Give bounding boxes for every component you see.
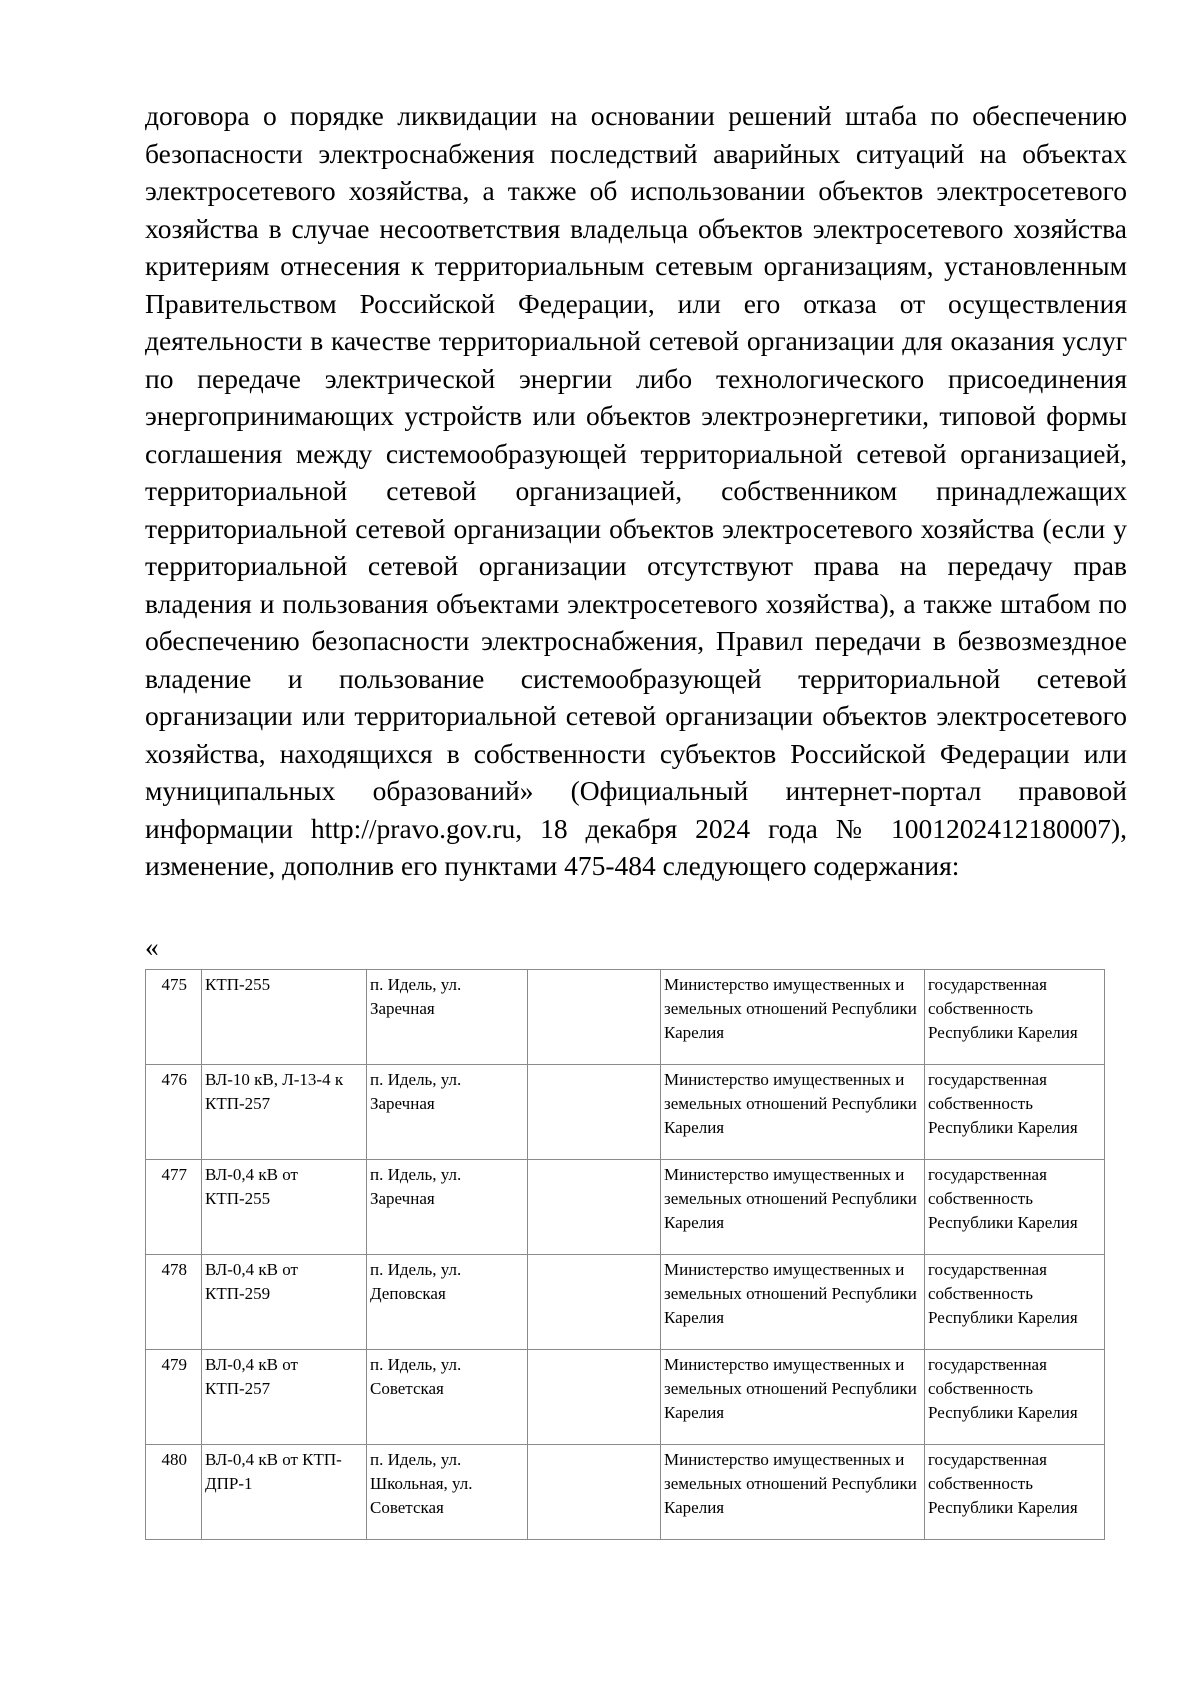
object-name: КТП-255 <box>202 970 367 1065</box>
object-address: п. Идель, ул. Советская <box>367 1350 528 1445</box>
object-owner: Министерство имущественных и земельных отношений Республики Карелия <box>661 1255 925 1350</box>
row-number: 478 <box>146 1255 202 1350</box>
object-address: п. Идель, ул. Школьная, ул. Советская <box>367 1445 528 1540</box>
object-name: ВЛ-0,4 кВ от КТП-ДПР-1 <box>202 1445 367 1540</box>
body-paragraph: договора о порядке ликвидации на основании решений штаба по обеспечению безопасности электроснабжения последствий аварийных ситуаций на объектах электросетевого хозяйства, а также об использовании объектов электросетевого хозяйства в случае несоответствия владельца объектов электросетевого хозяйства критериям отнесения к территориальным сетевым организациям, установленным Правительством Российской Федерации, или его отказа от осуществления деятельности в качестве территориальной сетевой организации для оказания услуг по передаче электрической энергии либо технологического присоединения энергопринимающих устройств или объектов электроэнергетики, типовой формы соглашения между системообразующей территориальной сетевой организацией, территориальной сетевой организацией, собственником принадлежащих территориальной сетевой организации объектов электросетевого хозяйства (если у территориальной сетевой организации отсутствуют права на передачу прав владения и пользования объектами электросетевого хозяйства), а также штабом по обеспечению безопасности электроснабжения, Правил передачи в безвозмездное владение и пользование системообразующей территориальной сетевой организации или территориальной сетевой организации объектов электросетевого хозяйства, находящихся в собственности субъектов Российской Федерации или муниципальных образований» (Официальный интернет-портал правовой информации http://pravo.gov.ru, 18 декабря 2024 года № 1001202412180007), изменение, дополнив его пунктами 475-484 следующего содержания: <box>145 100 1127 881</box>
row-number: 480 <box>146 1445 202 1540</box>
object-name: ВЛ-0,4 кВ от КТП-255 <box>202 1160 367 1255</box>
row-number: 477 <box>146 1160 202 1255</box>
ownership-type: государственная собственность Республики Карелия <box>925 1160 1105 1255</box>
object-details <box>528 1065 661 1160</box>
object-name: ВЛ-10 кВ, Л-13-4 к КТП-257 <box>202 1065 367 1160</box>
table-row <box>146 970 1105 1065</box>
row-number: 476 <box>146 1065 202 1160</box>
table-row <box>146 1065 1105 1160</box>
ownership-type: государственная собственность Республики Карелия <box>925 1350 1105 1445</box>
object-owner: Министерство имущественных и земельных отношений Республики Карелия <box>661 970 925 1065</box>
object-details <box>528 970 661 1065</box>
object-owner: Министерство имущественных и земельных отношений Республики Карелия <box>661 1160 925 1255</box>
object-address: п. Идель, ул. Заречная <box>367 1160 528 1255</box>
object-address: п. Идель, ул. Заречная <box>367 970 528 1065</box>
object-address: п. Идель, ул. Деповская <box>367 1255 528 1350</box>
opening-quote-mark: « <box>145 931 159 962</box>
object-details <box>528 1350 661 1445</box>
ownership-type: государственная собственность Республики Карелия <box>925 1445 1105 1540</box>
object-owner: Министерство имущественных и земельных отношений Республики Карелия <box>661 1350 925 1445</box>
ownership-type: государственная собственность Республики Карелия <box>925 1255 1105 1350</box>
object-details <box>528 1445 661 1540</box>
object-name: ВЛ-0,4 кВ от КТП-257 <box>202 1350 367 1445</box>
table-row <box>146 1255 1105 1350</box>
ownership-type: государственная собственность Республики Карелия <box>925 970 1105 1065</box>
table-row <box>146 1160 1105 1255</box>
electric-grid-objects-table <box>145 969 1105 1540</box>
ownership-type: государственная собственность Республики Карелия <box>925 1065 1105 1160</box>
object-owner: Министерство имущественных и земельных отношений Республики Карелия <box>661 1445 925 1540</box>
object-name: ВЛ-0,4 кВ от КТП-259 <box>202 1255 367 1350</box>
row-number: 479 <box>146 1350 202 1445</box>
row-number: 475 <box>146 970 202 1065</box>
object-details <box>528 1255 661 1350</box>
table-row <box>146 1350 1105 1445</box>
object-details <box>528 1160 661 1255</box>
object-address: п. Идель, ул. Заречная <box>367 1065 528 1160</box>
table-row <box>146 1445 1105 1540</box>
object-owner: Министерство имущественных и земельных отношений Республики Карелия <box>661 1065 925 1160</box>
